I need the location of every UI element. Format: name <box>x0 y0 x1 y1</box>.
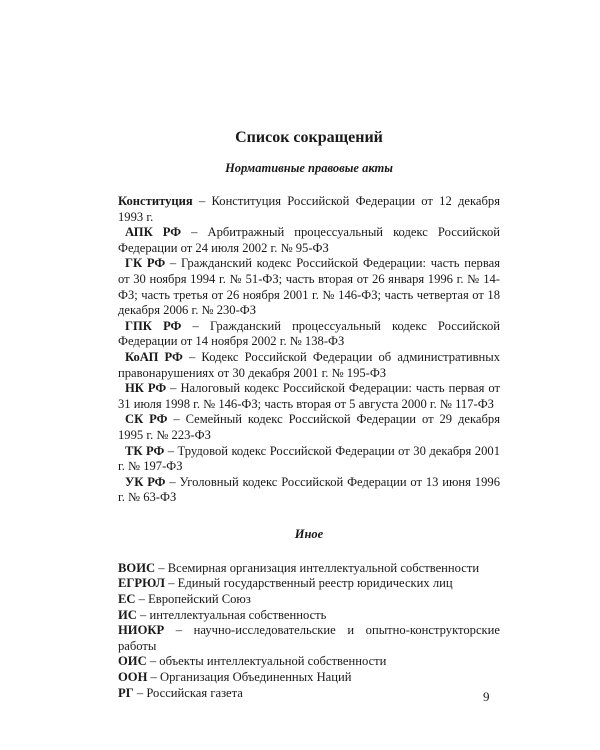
dash: – <box>133 685 147 700</box>
list-item <box>118 350 500 381</box>
abbreviation-list-normative-acts <box>118 194 500 506</box>
abbreviation-definition: Единый государственный реестр юридических лиц <box>177 576 453 591</box>
abbreviation-term: НИОКР <box>118 623 165 638</box>
abbreviation-definition: интеллектуальная собственность <box>149 607 327 622</box>
abbreviation-term: ЕГРЮЛ <box>118 576 166 591</box>
dash: – <box>165 256 181 271</box>
abbreviation-definition: Кодекс Российской Федерации об административных правонарушениях от 30 декабря 2001 г. № 195-ФЗ <box>118 349 501 380</box>
section-heading-normative-acts: Нормативные правовые акты <box>225 161 393 175</box>
abbreviation-definition: Организация Объединенных Наций <box>159 670 352 685</box>
dash: – <box>165 474 180 489</box>
abbreviation-definition: Семейный кодекс Российской Федерации от 29 декабря 1995 г. № 223-ФЗ <box>118 412 501 442</box>
abbreviation-term: ТК РФ <box>125 443 165 458</box>
list-item <box>118 444 500 475</box>
dash: – <box>165 576 178 591</box>
abbreviation-definition: Конституция Российской Федерации от 12 декабря 1993 г. <box>118 194 500 224</box>
abbreviation-term: НК РФ <box>125 381 167 396</box>
list-item <box>118 592 500 608</box>
section-heading-other: Иное <box>294 526 324 541</box>
page-title: Список сокращений <box>235 129 383 146</box>
dash: – <box>136 607 150 622</box>
abbreviation-list-other <box>118 561 500 701</box>
abbreviation-term: ЕС <box>118 592 136 607</box>
dash: – <box>164 443 178 458</box>
list-item <box>118 381 500 412</box>
abbreviation-term: РГ <box>118 685 134 700</box>
list-item <box>118 576 500 592</box>
dash: – <box>167 412 186 427</box>
abbreviation-definition: Европейский Союз <box>148 592 251 607</box>
list-item <box>118 256 500 318</box>
abbreviation-definition: Всемирная организация интеллектуальной собственности <box>167 560 480 575</box>
abbreviation-term: ОИС <box>118 654 147 669</box>
abbreviation-term: Конституция <box>118 194 193 208</box>
abbreviation-term: ВОИС <box>118 560 156 575</box>
dash: – <box>182 349 202 364</box>
dash: – <box>135 592 149 607</box>
abbreviation-term: ГПК РФ <box>125 318 182 333</box>
abbreviation-term: ООН <box>118 670 148 685</box>
abbreviation-term: АПК РФ <box>125 225 182 240</box>
list-item <box>118 654 500 670</box>
dash: – <box>146 654 160 669</box>
abbreviation-definition: Трудовой кодекс Российской Федерации от 30 декабря 2001 г. № 197-ФЗ <box>118 443 500 474</box>
abbreviation-definition: Уголовный кодекс Российской Федерации от 13 июня 1996 г. № 63-ФЗ <box>118 474 500 505</box>
list-item <box>118 225 500 256</box>
page-number: 9 <box>483 689 490 704</box>
dash: – <box>181 225 208 240</box>
list-item <box>118 319 500 350</box>
dash: – <box>181 318 210 333</box>
abbreviation-definition: Российская газета <box>146 685 243 700</box>
list-item <box>118 561 500 577</box>
list-item <box>118 475 500 506</box>
abbreviation-term: ГК РФ <box>125 256 166 271</box>
list-item <box>118 194 500 225</box>
list-item <box>118 686 500 702</box>
abbreviation-definition: объекты интеллектуальной собственности <box>159 654 387 669</box>
list-item <box>118 412 500 443</box>
dash: – <box>164 623 194 638</box>
dash: – <box>147 670 160 685</box>
abbreviation-definition: Арбитражный процессуальный кодекс Российской Федерации от 24 июля 2002 г. № 95-ФЗ <box>118 225 501 255</box>
list-item <box>118 608 500 624</box>
abbreviation-term: КоАП РФ <box>125 349 183 364</box>
page-content <box>118 128 500 701</box>
abbreviation-definition: научно-исследовательские и опытно-конструкторские работы <box>118 623 500 653</box>
list-item <box>118 623 500 654</box>
abbreviation-term: ИС <box>118 607 137 622</box>
list-item <box>118 670 500 686</box>
abbreviation-definition: Гражданский кодекс Российской Федерации: часть первая от 30 ноября 1994 г. № 51-ФЗ; часть вторая от 26 января 1996 г. № 14-ФЗ; часть третья от 26 ноября 2001 г. № 146-ФЗ; часть четвертая от 18 декабря 2006 г. № 230-ФЗ <box>118 256 500 318</box>
dash: – <box>166 381 181 396</box>
dash: – <box>155 560 168 575</box>
abbreviation-definition: Гражданский процессуальный кодекс Российской Федерации от 14 ноября 2002 г. № 138-ФЗ <box>118 318 500 349</box>
abbreviation-term: СК РФ <box>125 412 168 427</box>
abbreviation-term: УК РФ <box>125 474 166 489</box>
abbreviation-definition: Налоговый кодекс Российской Федерации: часть первая от 31 июля 1998 г. № 146-ФЗ; часть вторая от 5 августа 2000 г. № 117-ФЗ <box>118 381 501 411</box>
dash: – <box>192 194 212 208</box>
